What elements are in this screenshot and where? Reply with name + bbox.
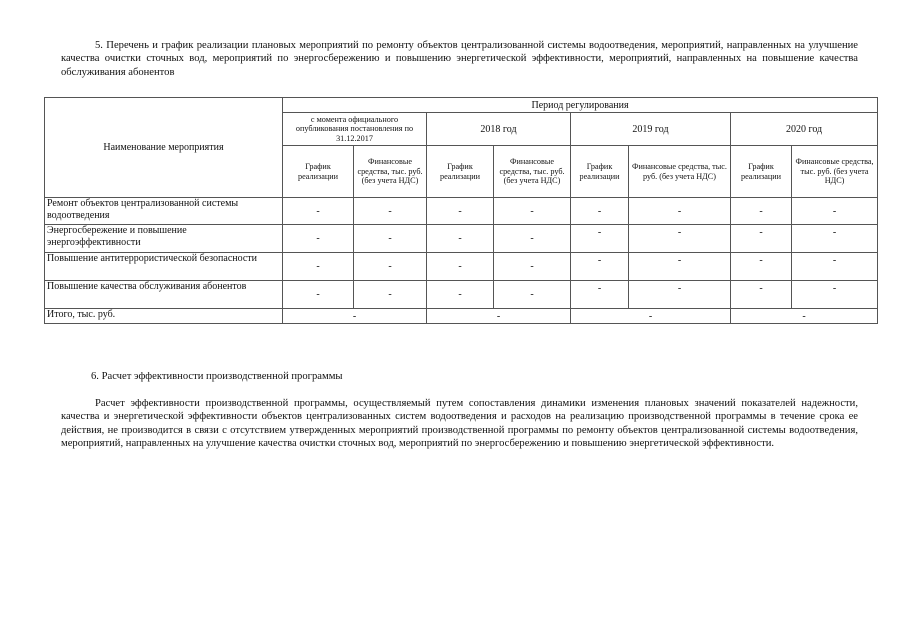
period-header-2018: 2018 год [427,113,571,146]
row-name: Ремонт объектов централизованной системы водоотведения [45,198,283,225]
total-row [45,309,878,324]
table-cell: - [354,281,427,309]
table-cell: - [792,198,878,225]
table-cell: - [629,253,731,281]
sub-header-schedule: График реализации [571,146,629,198]
name-header: Наименование мероприятия [45,98,283,198]
table-cell: - [792,225,878,253]
table-cell: - [283,281,354,309]
table-cell: - [629,281,731,309]
sub-header-finance: Финансовые средства, тыс. руб. (без учета НДС) [792,146,878,198]
table-cell: - [792,253,878,281]
table-cell: - [731,253,792,281]
table-row [45,225,878,253]
table-cell: - [629,198,731,225]
table-cell: - [354,198,427,225]
table-cell: - [571,253,629,281]
sub-header-schedule: График реализации [731,146,792,198]
table-cell: - [731,198,792,225]
table-cell: - [427,198,494,225]
section6-title: 6. Расчет эффективности производственной программы [91,371,343,382]
table-cell: - [354,225,427,253]
table-cell: - [427,281,494,309]
total-cell: - [731,309,878,324]
table-cell: - [629,225,731,253]
sub-header-finance: Финансовые средства, тыс. руб. (без учета НДС) [354,146,427,198]
table-row [45,253,878,281]
table-cell: - [494,225,571,253]
table-cell: - [494,198,571,225]
section5-intro: 5. Перечень и график реализации плановых мероприятий по ремонту объектов централизованной системы водоотведения, мероприятий, направленных на улучшение качества очистки сточных вод, мероприятий по энергосбережению и повышению энергетической эффективности, мероприятий, направленных на повышение качества обслуживания абонентов [61,40,858,78]
table-cell: - [731,225,792,253]
period-header-2019: 2019 год [571,113,731,146]
table-cell: - [427,253,494,281]
row-name: Энергосбережение и повышение энергоэффективности [45,225,283,253]
row-name: Повышение антитеррористической безопасности [45,253,283,281]
table-cell: - [792,281,878,309]
section6-body: Расчет эффективности производственной программы, осуществляемый путем сопоставления динамики изменения плановых значений показателей надежности, качества и энергетической эффективности объектов централизованных систем водоотведения и расходов на реализацию производственной программы в течение срока ее действия, не производится в связи с отсутствием утвержденных мероприятий производственной программы по ремонту объектов централизованной системы водоотведения, мероприятий, направленных на улучшение качества очистки сточных вод, мероприятий по энергосбережению и повышению энергетической эффективности. [61,398,858,450]
table-cell: - [571,198,629,225]
table-cell: - [731,281,792,309]
plan-table [44,97,878,324]
total-cell: - [571,309,731,324]
period-header-2020: 2020 год [731,113,878,146]
total-label: Итого, тыс. руб. [45,309,283,324]
total-cell: - [283,309,427,324]
sub-header-schedule: График реализации [427,146,494,198]
table-cell: - [427,225,494,253]
table-cell: - [283,198,354,225]
table-cell: - [283,225,354,253]
row-name: Повышение качества обслуживания абонентов [45,281,283,309]
period-header-2017: с момента официального опубликования постановления по 31.12.2017 [283,113,427,146]
table-row [45,198,878,225]
table-row [45,281,878,309]
table-cell: - [354,253,427,281]
table-cell: - [571,281,629,309]
table-cell: - [283,253,354,281]
table-cell: - [571,225,629,253]
sub-header-finance: Финансовые средства, тыс. руб. (без учета НДС) [494,146,571,198]
total-cell: - [427,309,571,324]
sub-header-schedule: График реализации [283,146,354,198]
sub-header-finance: Финансовые средства, тыс. руб. (без учета НДС) [629,146,731,198]
table-cell: - [494,281,571,309]
period-header: Период регулирования [283,98,878,113]
table-cell: - [494,253,571,281]
